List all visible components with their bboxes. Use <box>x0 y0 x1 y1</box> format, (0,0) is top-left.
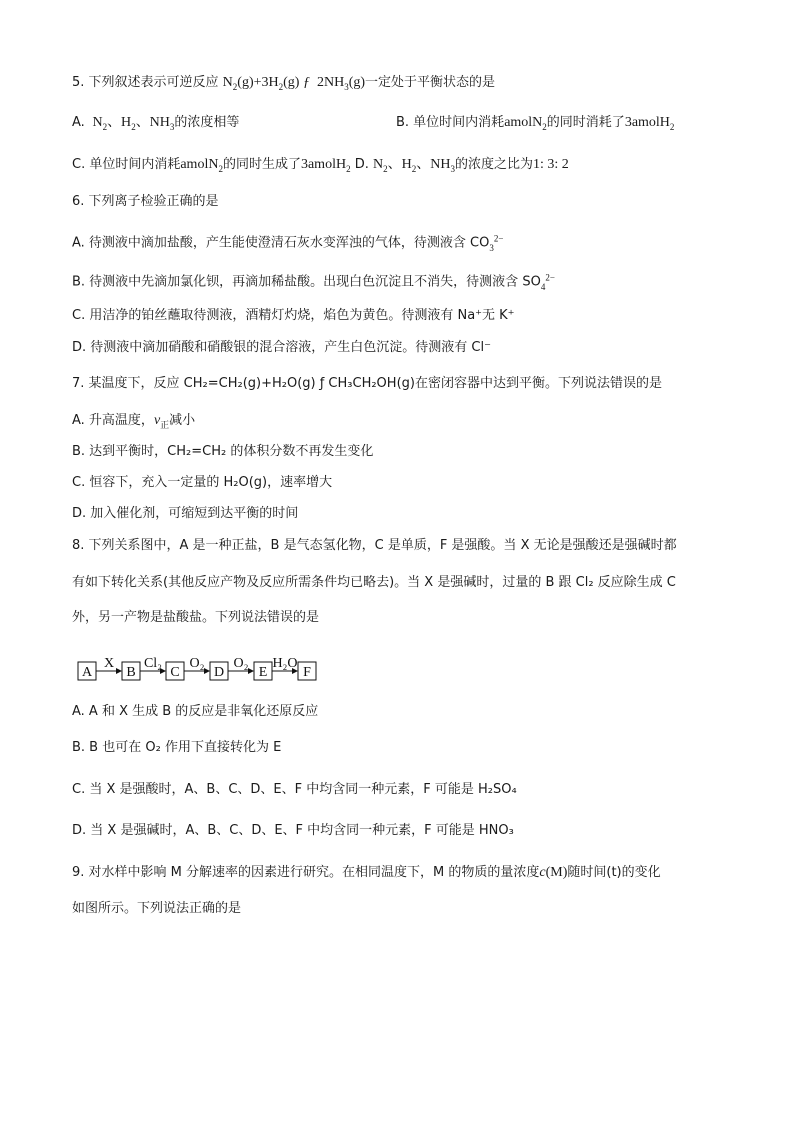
q8-option-d: D. 当 X 是强碱时，A、B、C、D、E、F 中均含同一种元素，F 可能是 HNO₃ <box>72 823 514 838</box>
q5-stem-suffix: 一定处于平衡状态的是 <box>365 75 496 90</box>
q5-option-c-amount2: 3amolH$_2$ <box>300 157 351 174</box>
q6-option-a-ion: $_3^{2-}$ <box>489 233 504 253</box>
q5-option-b-mid: 的同时消耗了 <box>546 115 625 130</box>
q8-option-b: B. B 也可在 O₂ 作用下直接转化为 E <box>72 740 282 755</box>
q7-option-a-prefix: A. 升高温度， <box>72 413 154 428</box>
q5-option-d-ratio: 1: 3: 2 <box>533 157 569 172</box>
q6-option-b-ion: $_4^{2-}$ <box>540 272 555 292</box>
diagram-arrow-label-4: O₂ <box>233 656 249 671</box>
q6-option-b <box>72 268 555 295</box>
q5-option-a-label: A. <box>72 115 85 130</box>
q8-stem-line3: 外，另一产物是盐酸盐。下列说法错误的是 <box>72 610 320 625</box>
q5-option-c-amount1: amolN$_2$ <box>180 157 223 174</box>
q5-option-d-label: D. <box>354 157 369 172</box>
diagram-arrow-label-5: H₂O <box>272 656 298 671</box>
q5-option-b-amount1: amolN$_2$ <box>504 115 547 132</box>
q5-option-d-mid: 的浓度之比为 <box>455 157 534 172</box>
q5-option-a <box>72 114 239 136</box>
diagram-arrowhead-4 <box>248 668 254 674</box>
q6-option-c: C. 用洁净的铂丝蘸取待测液，酒精灯灼烧，焰色为黄色。待测液有 Na⁺无 K⁺ <box>72 308 515 323</box>
diagram-arrowhead-3 <box>204 668 210 674</box>
q9-stem-line2: 如图所示。下列说法正确的是 <box>72 901 242 916</box>
diagram-arrow-label-1: X <box>103 656 115 671</box>
q5-option-a-text: 的浓度相等 <box>174 115 240 130</box>
q6-option-a <box>72 229 503 256</box>
diagram-box-label-e: E <box>258 665 268 680</box>
diagram-arrow-label-3: O₂ <box>189 656 205 671</box>
diagram-box-label-f: F <box>303 665 311 680</box>
diagram-box-label-d: D <box>213 665 225 680</box>
q5-option-c-mid: 的同时生成了 <box>222 157 301 172</box>
q5-option-b-label: B. 单位时间内消耗 <box>396 115 505 130</box>
q7-option-d: D. 加入催化剂，可缩短到达平衡的时间 <box>72 506 299 521</box>
q6-option-d: D. 待测液中滴加硝酸和硝酸银的混合溶液，产生白色沉淀。待测液有 Cl⁻ <box>72 340 491 355</box>
diagram-arrowhead-1 <box>116 668 122 674</box>
q7-option-a <box>72 412 195 434</box>
q8-option-c: C. 当 X 是强酸时，A、B、C、D、E、F 中均含同一种元素，F 可能是 H₂SO₄ <box>72 782 517 797</box>
q5-stem <box>72 74 495 96</box>
q5-stem-prefix: 5. 下列叙述表示可逆反应 <box>72 75 223 90</box>
q7-stem: 7. 某温度下，反应 CH₂=CH₂(g)+H₂O(g) ƒ CH₃CH₂OH(g)在密闭容器中达到平衡。下列说法错误的是 <box>72 376 662 391</box>
q5-option-c-d <box>72 156 569 178</box>
q5-option-b-amount2: 3amolH$_2$ <box>624 115 675 132</box>
q9-stem-line1 <box>72 864 661 882</box>
q8-option-a: A. A 和 X 生成 B 的反应是非氧化还原反应 <box>72 704 319 719</box>
diagram-box-label-a: A <box>81 665 93 680</box>
q7-option-a-symbol: $v_正$ <box>153 413 170 430</box>
q5-option-d-formula: $N_2$、$H_2$、$NH_3$ <box>373 157 455 174</box>
q7-option-a-suffix: 减小 <box>169 413 196 428</box>
q9-stem-prefix: 9. 对水样中影响 M 分解速率的因素进行研究。在相同温度下，M 的物质的量浓度 <box>72 865 540 880</box>
q9-concentration-symbol: c(M) <box>539 865 568 880</box>
q6-option-a-text: A. 待测液中滴加盐酸，产生能使澄清石灰水变浑浊的气体，待测液含 CO <box>72 235 490 251</box>
q7-option-c: C. 恒容下，充入一定量的 H₂O(g)，速率增大 <box>72 475 333 490</box>
q5-equation: $N_2(g)+3H_2(g)$ ƒ $2NH_3(g)$ <box>222 75 366 92</box>
q5-option-c-label: C. 单位时间内消耗 <box>72 157 181 172</box>
diagram-arrow-label-2: Cl₂ <box>143 656 163 671</box>
q5-option-b <box>396 114 674 136</box>
q8-stem-line1: 8. 下列关系图中，A 是一种正盐，B 是气态氢化物，C 是单质，F 是强酸。当 X 无论是强酸还是强碱时都 <box>72 538 677 553</box>
q8-conversion-diagram <box>76 644 336 684</box>
diagram-box-label-c: C <box>170 665 180 680</box>
q5-option-a-formula: $N_2$、$H_2$、$NH_3$ <box>88 115 175 132</box>
q8-stem-line2: 有如下转化关系(其他反应产物及反应所需条件均已略去)。当 X 是强碱时，过量的 B 跟 Cl₂ 反应除生成 C <box>72 575 676 590</box>
q9-stem-suffix: 随时间(t)的变化 <box>567 865 661 880</box>
q6-option-b-text: B. 待测液中先滴加氯化钡，再滴加稀盐酸。出现白色沉淀且不消失，待测液含 SO <box>72 274 541 290</box>
q7-option-b: B. 达到平衡时，CH₂=CH₂ 的体积分数不再发生变化 <box>72 444 374 459</box>
q6-stem: 6. 下列离子检验正确的是 <box>72 194 219 209</box>
diagram-box-label-b: B <box>126 665 136 680</box>
